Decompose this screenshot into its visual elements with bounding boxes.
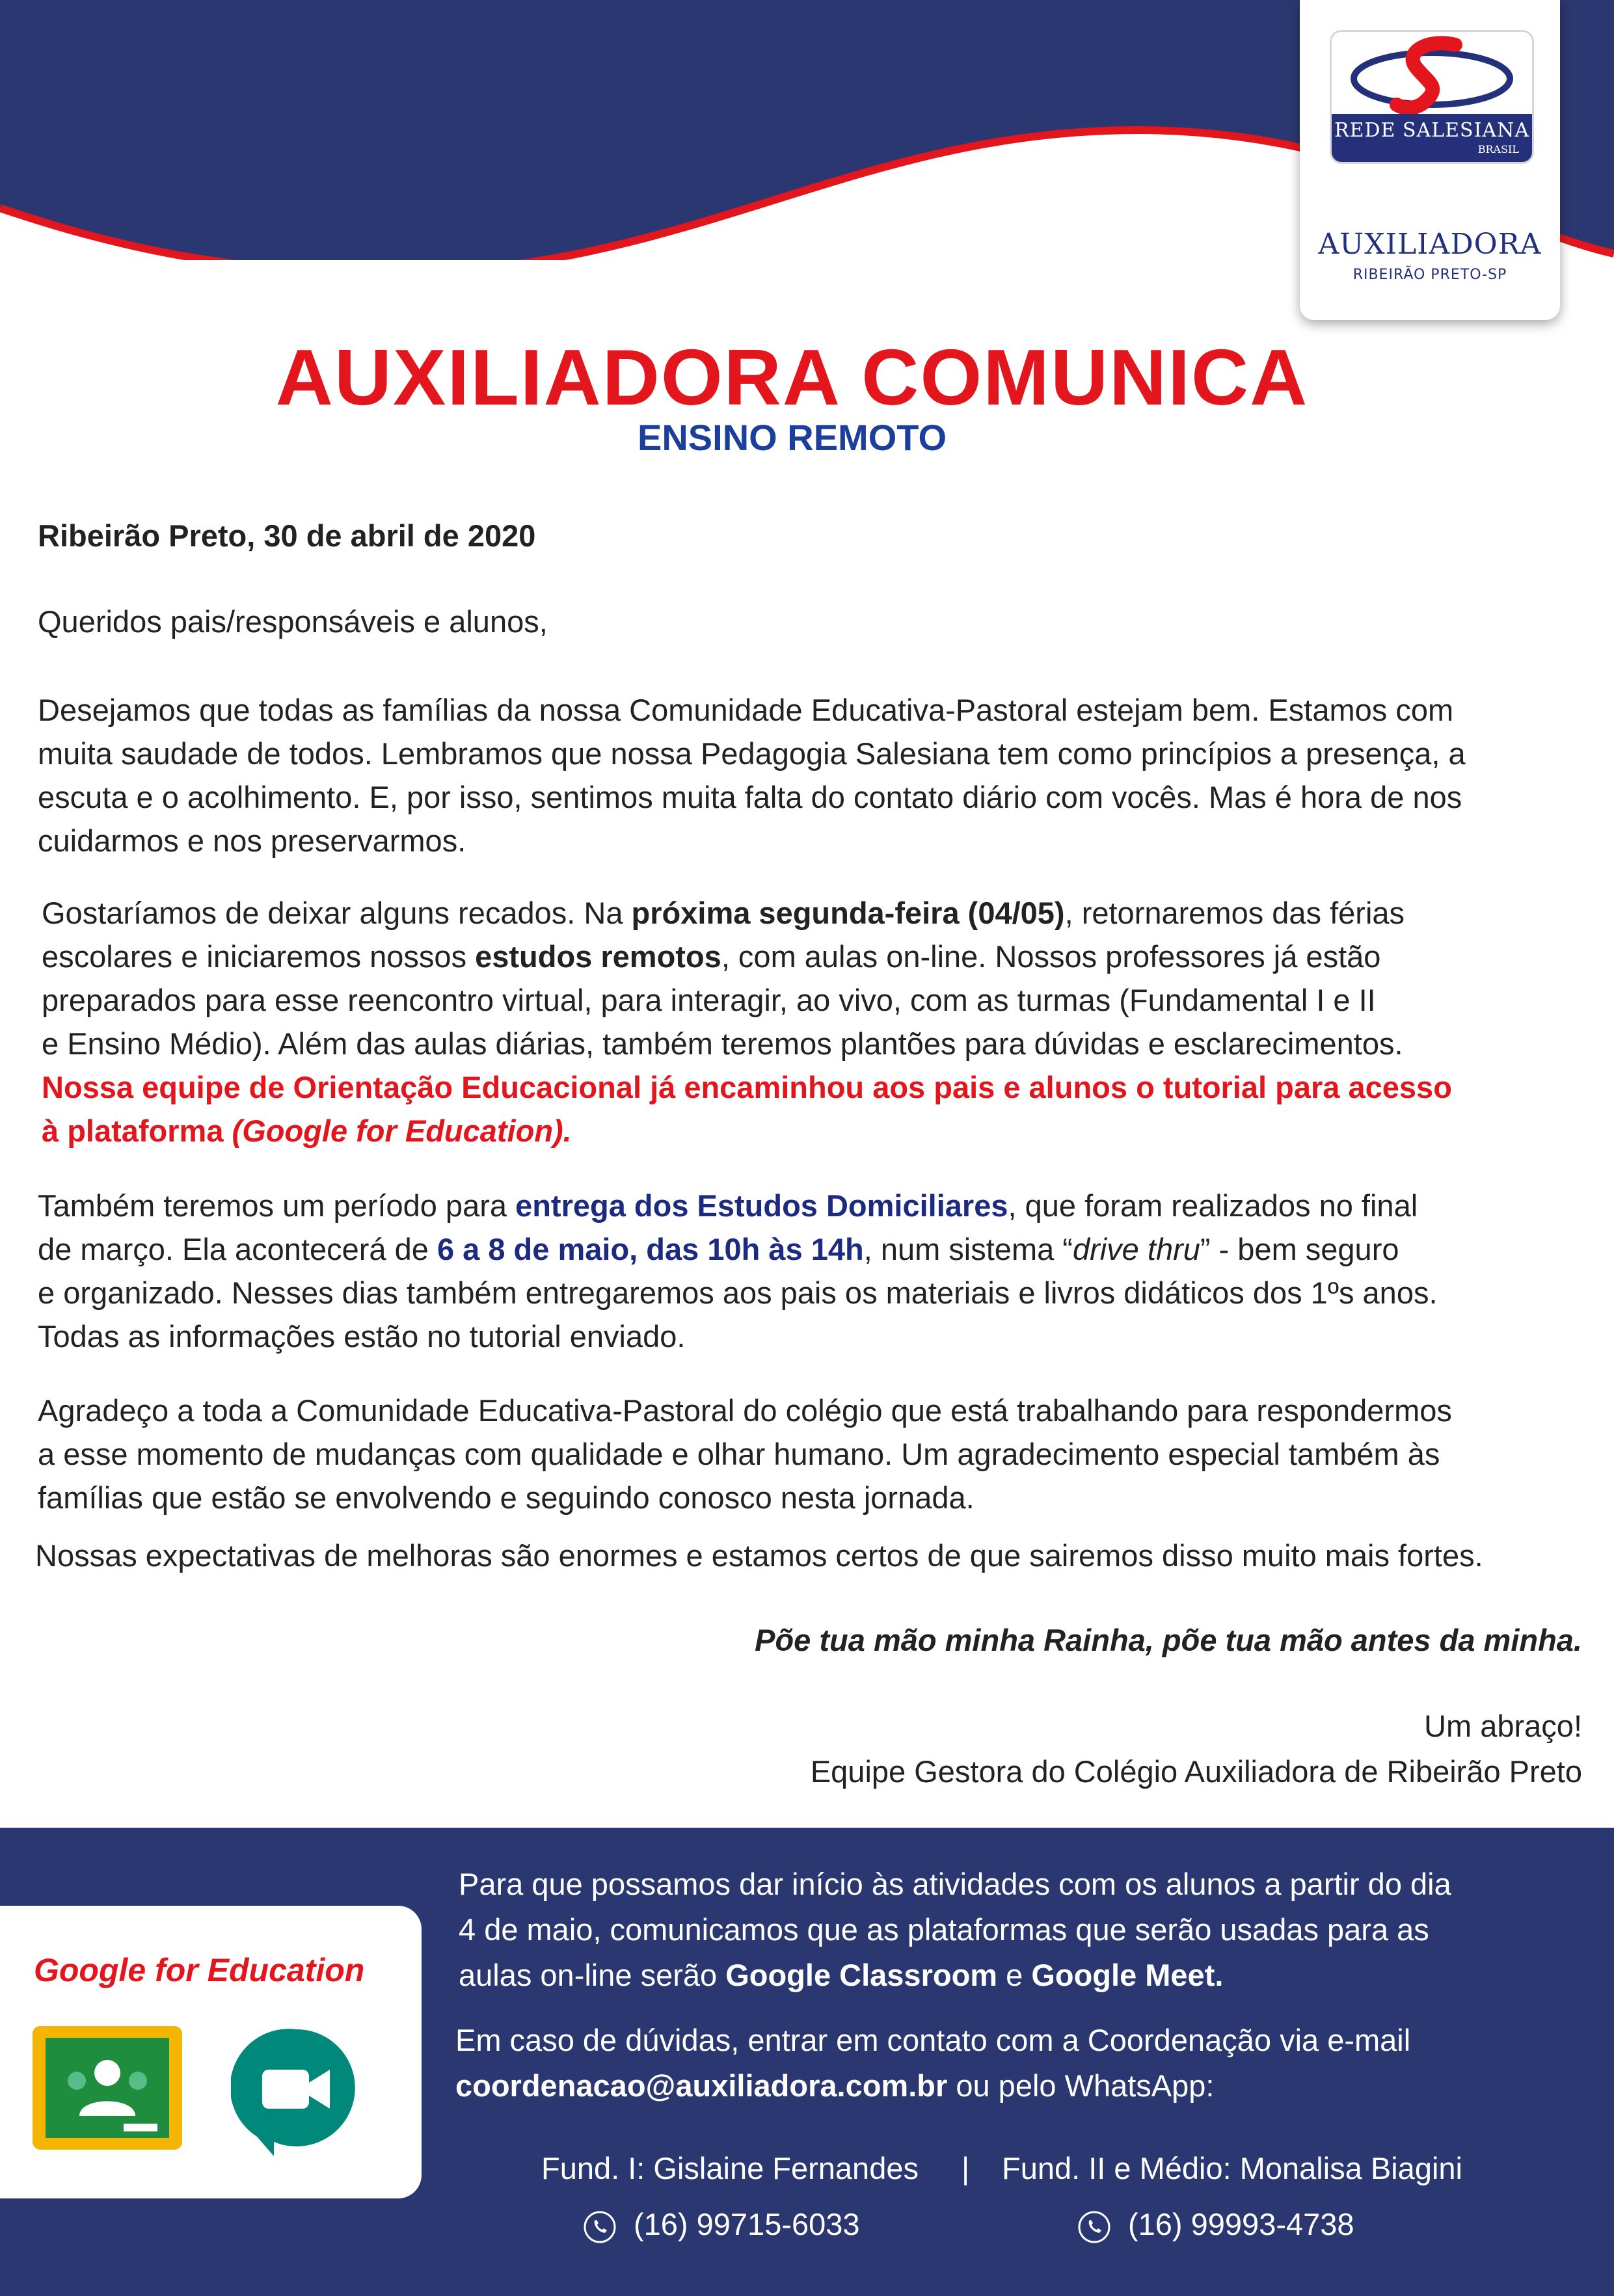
footer-info-line bbox=[455, 2063, 1574, 2109]
contact-separator: | bbox=[962, 2151, 970, 2185]
google-education-label: Google for Education bbox=[34, 1952, 365, 1988]
paragraph-4-line: famílias que estão se envolvendo e seguindo conosco nesta jornada. bbox=[38, 1480, 975, 1515]
footer-info-line: 4 de maio, comunicamos que as plataformas que serão usadas para as bbox=[459, 1912, 1429, 1947]
text: à plataforma bbox=[42, 1114, 232, 1148]
phone-number: (16) 99715-6033 bbox=[634, 2207, 860, 2241]
whatsapp-icon bbox=[583, 2210, 617, 2244]
footer-info-line: Em caso de dúvidas, entrar em contato com a Coordenação via e-mail bbox=[455, 2023, 1411, 2057]
text: , com aulas on-line. Nossos professores já estão bbox=[721, 939, 1381, 974]
signature: Equipe Gestora do Colégio Auxiliadora de Ribeirão Preto bbox=[810, 1754, 1582, 1789]
paragraph-1-line: escuta e o acolhimento. E, por isso, sentimos muita falta do contato diário com vocês. Mas é hora de nos bbox=[38, 780, 1462, 814]
google-meet-icon bbox=[231, 2023, 361, 2159]
paragraph-2-line: e Ensino Médio). Além das aulas diárias, também teremos plantões para dúvidas e esclarecimentos. bbox=[42, 1026, 1403, 1061]
footer-info-line: Para que possamos dar início às atividades com os alunos a partir do dia bbox=[459, 1867, 1451, 1901]
paragraph-3-line: e organizado. Nesses dias também entregaremos aos pais os materiais e livros didáticos dos 1ºs anos. bbox=[38, 1275, 1438, 1310]
highlight-remote: estudos remotos bbox=[475, 939, 721, 974]
paragraph-2-alert: Nossa equipe de Orientação Educacional já encaminhou aos pais e alunos o tutorial para acesso bbox=[42, 1070, 1452, 1104]
text: aulas on-line serão bbox=[459, 1958, 726, 1992]
text: Também teremos um período para bbox=[38, 1188, 516, 1223]
text-italic: drive thru bbox=[1072, 1232, 1200, 1266]
logo-country: BRASIL bbox=[1477, 143, 1519, 155]
text: ou pelo WhatsApp: bbox=[947, 2068, 1215, 2103]
prayer: Põe tua mão minha Rainha, põe tua mão antes da minha. bbox=[755, 1623, 1582, 1657]
logo-name: AUXILIADORA bbox=[1318, 228, 1542, 261]
paragraph-1 bbox=[38, 688, 1466, 862]
letter-date: Ribeirão Preto, 30 de abril de 2020 bbox=[38, 518, 536, 553]
google-classroom-label: Google Classroom bbox=[725, 1958, 998, 1992]
paragraph-3 bbox=[38, 1184, 1438, 1358]
text: ” - bem seguro bbox=[1200, 1232, 1399, 1266]
paragraph-2-line bbox=[42, 935, 1452, 978]
google-classroom-icon bbox=[33, 2026, 182, 2150]
footer-info-line bbox=[459, 1953, 1578, 1998]
paragraph-2-alert bbox=[42, 1109, 1452, 1153]
logo-network: REDE SALESIANA bbox=[1334, 119, 1529, 142]
google-education-card bbox=[0, 1906, 422, 2198]
paragraph-3-line bbox=[38, 1227, 1438, 1271]
letter-greeting: Queridos pais/responsáveis e alunos, bbox=[38, 604, 548, 639]
paragraph-4-line: Agradeço a toda a Comunidade Educativa-Pastoral do colégio que está trabalhando para respondermos bbox=[38, 1393, 1452, 1428]
paragraph-5: Nossas expectativas de melhoras são enormes e estamos certos de que sairemos disso muito mais fortes. bbox=[35, 1538, 1483, 1573]
paragraph-4 bbox=[38, 1389, 1452, 1519]
paragraph-1-line: Desejamos que todas as famílias da nossa Comunidade Educativa-Pastoral estejam bem. Estamos com bbox=[38, 693, 1454, 727]
email-link[interactable]: coordenacao@auxiliadora.com.br bbox=[455, 2068, 948, 2103]
whatsapp-icon bbox=[1077, 2210, 1111, 2244]
text: , retornaremos das férias bbox=[1064, 896, 1405, 930]
highlight-dates: 6 a 8 de maio, das 10h às 14h bbox=[437, 1232, 864, 1266]
contact-2-label: Fund. II e Médio: Monalisa Biagini bbox=[1002, 2151, 1462, 2185]
contact-1-phone[interactable] bbox=[583, 2206, 860, 2244]
closing: Um abraço! bbox=[1424, 1709, 1582, 1743]
paragraph-3-line bbox=[38, 1184, 1438, 1227]
contact-2-phone[interactable] bbox=[1077, 2206, 1354, 2244]
google-meet-label: Google Meet. bbox=[1031, 1958, 1224, 1992]
phone-number: (16) 99993-4738 bbox=[1128, 2207, 1354, 2241]
paragraph-3-line: Todas as informações estão no tutorial enviado. bbox=[38, 1319, 686, 1354]
text: , que foram realizados no final bbox=[1008, 1188, 1418, 1223]
paragraph-1-line: cuidarmos e nos preservarmos. bbox=[38, 823, 466, 858]
footer-info-contact bbox=[455, 2018, 1574, 2109]
page-subtitle: ENSINO REMOTO bbox=[637, 417, 947, 458]
text: escolares e iniciaremos nossos bbox=[42, 939, 476, 974]
text: , num sistema “ bbox=[863, 1232, 1073, 1266]
letter-body bbox=[35, 0, 1593, 1821]
highlight-date: próxima segunda-feira (04/05) bbox=[631, 896, 1065, 930]
logo-city: RIBEIRÃO PRETO-SP bbox=[1352, 267, 1507, 283]
paragraph-2-line bbox=[42, 891, 1452, 935]
paragraph-1-line: muita saudade de todos. Lembramos que nossa Pedagogia Salesiana tem como princípios a presença, a bbox=[38, 736, 1466, 771]
page-title: AUXILIADORA COMUNICA bbox=[275, 333, 1309, 421]
paragraph-2-line: preparados para esse reencontro virtual, para interagir, ao vivo, com as turmas (Fundamental I e II bbox=[42, 983, 1376, 1017]
text: e bbox=[997, 1958, 1032, 1992]
text: de março. Ela acontecerá de bbox=[38, 1232, 437, 1266]
platform-name: (Google for Education). bbox=[232, 1114, 572, 1148]
contact-1-label: Fund. I: Gislaine Fernandes bbox=[541, 2151, 919, 2185]
highlight-delivery: entrega dos Estudos Domiciliares bbox=[515, 1188, 1008, 1223]
text: Gostaríamos de deixar alguns recados. Na bbox=[42, 896, 632, 930]
paragraph-4-line: a esse momento de mudanças com qualidade e olhar humano. Um agradecimento especial também às bbox=[38, 1437, 1440, 1471]
footer-info-platforms bbox=[459, 1862, 1578, 1998]
paragraph-2 bbox=[42, 891, 1452, 1153]
